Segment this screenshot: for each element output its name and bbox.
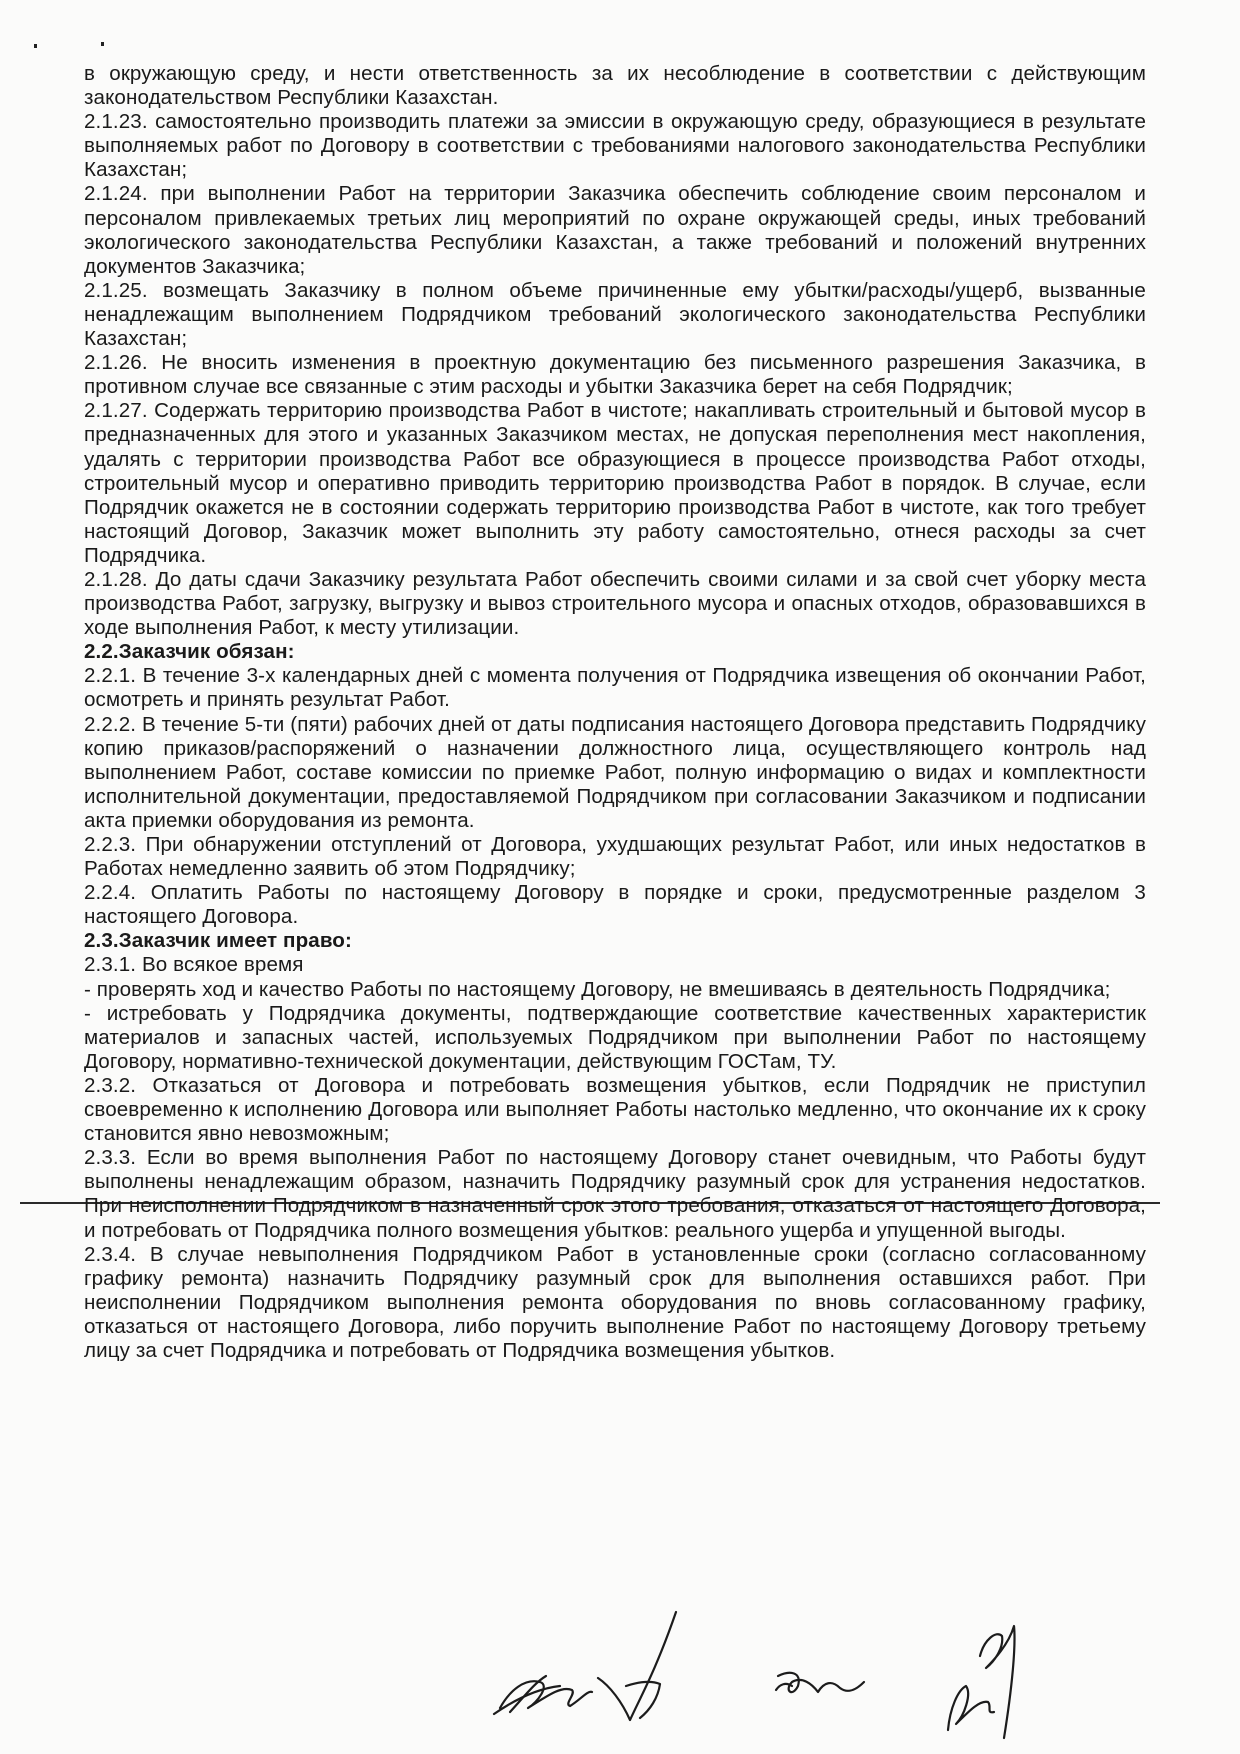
clause-2-3-1: 2.3.1. Во всякое время [84,953,304,977]
paragraph-intro: в окружающую среду, и нести ответственность за их несоблюдение в соответствии с действующим законодательством Республики Казахстан. [84,62,1146,110]
clause-2-3-2: 2.3.2. Отказаться от Договора и потребовать возмещения убытков, если Подрядчик не приступил своевременно к исполнению Договора или выполняет Работы настолько медленно, что окончание их к сроку становится явно невозможным; [84,1073,1146,1146]
clause-2-1-24: 2.1.24. при выполнении Работ на территории Заказчика обеспечить соблюдение своим персоналом и персоналом привлекаемых третьих лиц мероприятий по охране окружающей среды, иных требований экологического законодательства Республики Казахстан, а также требований и положений внутренних документов Заказчика; [84,182,1146,278]
clause-2-1-27: 2.1.27. Содержать территорию производства Работ в чистоте; накапливать строительный и бытовой мусор в предназначенных для этого и указанных Заказчиком местах, не допуская переполнения мест накопления, удалять с территории производства Работ все образующиеся в процессе производства Работ отходы, строительный мусор и оперативно приводить территорию производства Работ в порядок. В случае, если Подрядчик окажется не в состоянии содержать территорию производства Работ в чистоте, как того требует настоящий Договор, Заказчик может выполнить эту работу самостоятельно, отнеся расходы за счет Подрядчика. [84,399,1146,567]
clause-2-1-26: 2.1.26. Не вносить изменения в проектную документацию без письменного разрешения Заказчика, в противном случае все связанные с этим расходы и убытки Заказчика берет на себя Подрядчик; [84,351,1146,399]
clause-2-3-1-item-a: - проверять ход и качество Работы по настоящему Договору, не вмешиваясь в деятельность Подрядчика; [84,977,1111,1001]
clause-2-1-25: 2.1.25. возмещать Заказчику в полном объеме причиненные ему убытки/расходы/ущерб, вызванные ненадлежащим выполнением Подрядчиком требований экологического законодательства Республики Казахстан; [84,278,1146,351]
section-heading-2-2: 2.2.Заказчик обязан: [84,640,295,664]
clause-2-1-23: 2.1.23. самостоятельно производить платежи за эмиссии в окружающую среду, образующиеся в результате выполняемых работ по Договору в соответствии с требованиями налогового законодательства Республики Казахстан; [84,110,1146,182]
clause-2-1-28: 2.1.28. До даты сдачи Заказчику результата Работ обеспечить своими силами и за свой счет уборку места производства Работ, загрузку, выгрузку и вывоз строительного мусора и опасных отходов, образовавшихся в ходе выполнения Работ, к месту утилизации. [84,567,1146,640]
clause-2-3-4: 2.3.4. В случае невыполнения Подрядчиком Работ в установленные сроки (согласно согласованному графику ремонта) назначить Подрядчику разумный срок для выполнения оставшихся работ. При неисполнении Подрядчиком выполнения ремонта оборудования по вновь согласованному графику, отказаться от настоящего Договора, либо поручить выполнение Работ по настоящему Договору третьему лицу за счет Подрядчика и потребовать от Подрядчика возмещения убытков. [84,1242,1146,1362]
clause-2-3-3: 2.3.3. Если во время выполнения Работ по настоящему Договору станет очевидным, что Работы будут выполнены ненадлежащим образом, назначить Подрядчику разумный срок для устранения недостатков. При неисполнении Подрядчиком в назначенный срок этого требования, отказаться от настоящего Договора, и потребовать от Подрядчика полного возмещения убытков: реального ущерба и упущенной выгоды. [84,1146,1146,1242]
section-heading-2-3: 2.3.Заказчик имеет право: [84,929,352,953]
contract-text [84,62,1146,1363]
clause-2-3-1-item-b: - истребовать у Подрядчика документы, подтверждающие соответствие качественных характеристик материалов и запасных частей, используемых Подрядчиком при выполнении Работ по настоящему Договору, нормативно-технической документации, действующим ГОСТам, ТУ. [84,1001,1146,1073]
handwritten-signatures [480,1590,1180,1740]
clause-2-2-3: 2.2.3. При обнаружении отступлений от Договора, ухудшающих результат Работ, или иных недостатков в Работах немедленно заявить об этом Подрядчику; [84,833,1146,881]
clause-2-2-2: 2.2.2. В течение 5-ти (пяти) рабочих дней от даты подписания настоящего Договора представить Подрядчику копию приказов/распоряжений о назначении должностного лица, осуществляющего контроль над выполнением Работ, составе комиссии по приемке Работ, полную информацию о видах и комплектности исполнительной документации, предоставляемой Подрядчиком при согласовании Заказчиком и подписании акта приемки оборудования из ремонта. [84,712,1146,832]
clause-2-2-1: 2.2.1. В течение 3-х календарных дней с момента получения от Подрядчика извещения об окончании Работ, осмотреть и принять результат Работ. [84,664,1146,712]
clause-2-2-4: 2.2.4. Оплатить Работы по настоящему Договору в порядке и сроки, предусмотренные разделом 3 настоящего Договора. [84,881,1146,929]
